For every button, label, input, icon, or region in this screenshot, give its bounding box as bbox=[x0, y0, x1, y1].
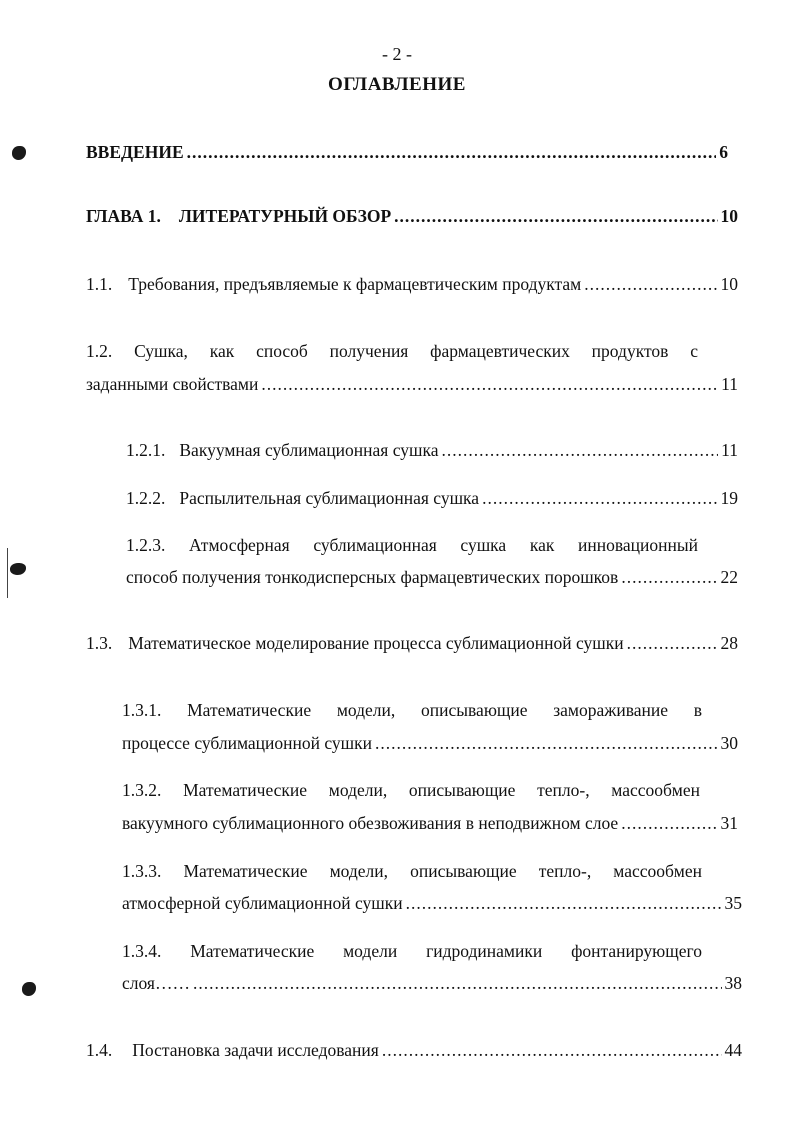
toc-entry-number: 1.1. bbox=[86, 274, 113, 294]
toc-page-number: 30 bbox=[720, 733, 738, 753]
toc-entry-text: Распылительная сублимационная сушка bbox=[179, 488, 480, 508]
toc-entry-1-2-2[interactable] bbox=[126, 488, 738, 509]
toc-entry-1-2[interactable] bbox=[86, 374, 738, 395]
toc-entry-text: ЛИТЕРАТУРНЫЙ ОБЗОР bbox=[178, 206, 392, 226]
toc-page-number: 28 bbox=[720, 633, 738, 653]
toc-entry-1-2-3-line1[interactable]: 1.2.3. Атмосферная сублимационная сушка как инновационный bbox=[126, 535, 698, 555]
leader-dots bbox=[406, 893, 722, 914]
toc-entry-text: заданными свойствами bbox=[86, 374, 259, 394]
toc-entry-1-1[interactable] bbox=[86, 274, 738, 295]
page-title: ОГЛАВЛЕНИЕ bbox=[328, 74, 466, 95]
toc-entry-number: ГЛАВА 1. bbox=[86, 206, 161, 226]
toc-entry-text: ВВЕДЕНИЕ bbox=[86, 142, 184, 162]
toc-entry-1-2-1[interactable] bbox=[126, 440, 738, 461]
toc-page-number: 35 bbox=[724, 893, 742, 913]
leader-dots bbox=[441, 440, 718, 461]
leader-dots bbox=[621, 567, 717, 588]
toc-entry-chapter-1[interactable] bbox=[86, 206, 738, 227]
binding-mark-bottom bbox=[22, 982, 36, 996]
leader-dots bbox=[584, 274, 717, 295]
toc-entry-number: 1.4. bbox=[86, 1040, 113, 1060]
binding-mark-middle bbox=[10, 563, 26, 575]
leader-dots bbox=[621, 813, 717, 834]
toc-page-number: 11 bbox=[721, 374, 738, 394]
toc-entry-number: 1.2.2. bbox=[126, 488, 166, 508]
toc-entry-text: способ получения тонкодисперсных фармацевтических порошков bbox=[126, 567, 619, 587]
toc-page-number: 44 bbox=[724, 1040, 742, 1060]
toc-entry-text: вакуумного сублимационного обезвоживания в неподвижном слое bbox=[122, 813, 619, 833]
toc-entry-number: 1.3. bbox=[86, 633, 113, 653]
toc-entry-1-3-2-line1[interactable]: 1.3.2. Математические модели, описывающие тепло-, массообмен bbox=[122, 780, 700, 800]
toc-page-number: 6 bbox=[719, 142, 728, 162]
leader-dots bbox=[193, 973, 722, 994]
toc-page-number: 31 bbox=[720, 813, 738, 833]
leader-dots bbox=[394, 206, 717, 227]
toc-entry-1-3-1-line1[interactable]: 1.3.1. Математические модели, описывающие замораживание в bbox=[122, 700, 702, 720]
leader-dots bbox=[382, 1040, 722, 1061]
toc-page-number: 22 bbox=[720, 567, 738, 587]
toc-entry-1-4[interactable] bbox=[86, 1040, 742, 1061]
toc-entry-text: Математическое моделирование процесса сублимационной сушки bbox=[128, 633, 624, 653]
toc-entry-1-3-4-line1[interactable]: 1.3.4. Математические модели гидродинамики фонтанирующего bbox=[122, 941, 702, 961]
toc-entry-1-2-3[interactable] bbox=[126, 567, 738, 588]
leader-dots bbox=[187, 142, 717, 163]
toc-entry-text: Требования, предъявляемые к фармацевтическим продуктам bbox=[128, 274, 582, 294]
toc-entry-1-2-line1[interactable]: 1.2. Сушка, как способ получения фармацевтических продуктов с bbox=[86, 341, 698, 361]
toc-page-number: 10 bbox=[720, 206, 738, 226]
toc-entry-1-3-3-line1[interactable]: 1.3.3. Математические модели, описывающие тепло-, массообмен bbox=[122, 861, 702, 881]
leader-dots bbox=[261, 374, 718, 395]
toc-entry-number: 1.2.1. bbox=[126, 440, 166, 460]
toc-entry-1-3[interactable] bbox=[86, 633, 738, 654]
toc-entry-1-3-3[interactable] bbox=[122, 893, 742, 914]
toc-entry-1-3-2[interactable] bbox=[122, 813, 738, 834]
page-number: - 2 - bbox=[382, 44, 412, 64]
margin-line bbox=[7, 548, 8, 598]
toc-entry-intro[interactable] bbox=[86, 142, 728, 163]
leader-dots bbox=[375, 733, 718, 754]
toc-page-number: 10 bbox=[720, 274, 738, 294]
binding-mark-top bbox=[12, 146, 26, 160]
toc-entry-1-3-1[interactable] bbox=[122, 733, 738, 754]
toc-page-number: 11 bbox=[721, 440, 738, 460]
toc-entry-text: слоя…… bbox=[122, 973, 190, 993]
toc-entry-text: процессе сублимационной сушки bbox=[122, 733, 372, 753]
toc-entry-text: Постановка задачи исследования bbox=[132, 1040, 379, 1060]
toc-entry-text: атмосферной сублимационной сушки bbox=[122, 893, 403, 913]
toc-page-number: 19 bbox=[720, 488, 738, 508]
toc-entry-text: Вакуумная сублимационная сушка bbox=[179, 440, 439, 460]
toc-entry-1-3-4[interactable] bbox=[122, 973, 742, 994]
leader-dots bbox=[627, 633, 718, 654]
leader-dots bbox=[482, 488, 717, 509]
toc-page-number: 38 bbox=[724, 973, 742, 993]
